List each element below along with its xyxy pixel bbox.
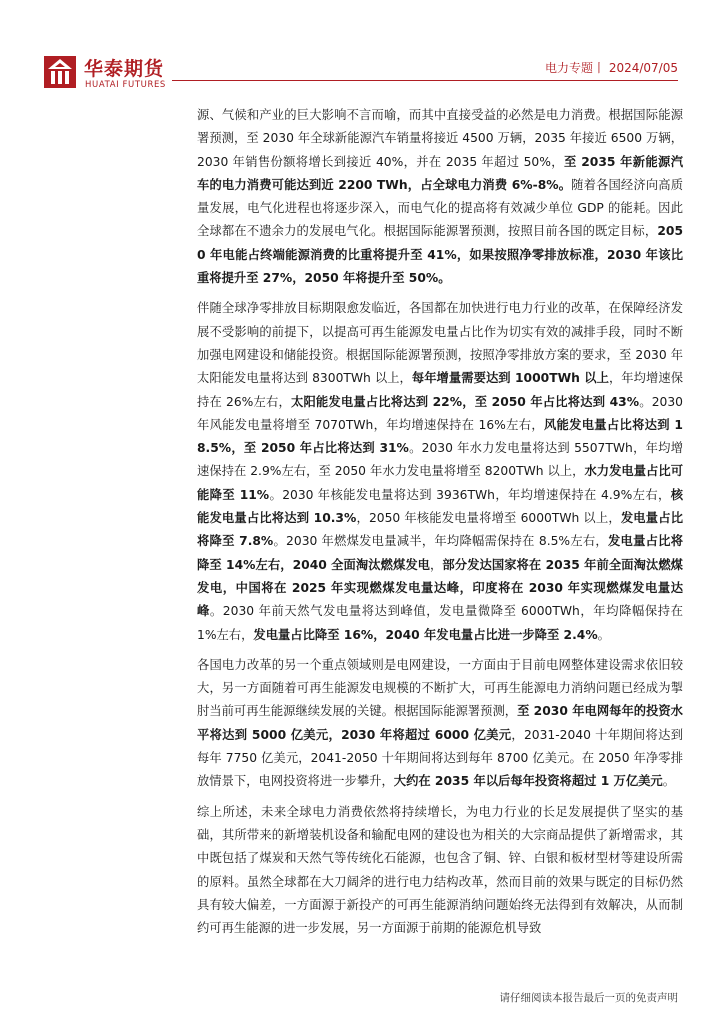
bold-text: 发电量占比将降至 14%左右，2040 全面淘汰燃煤发电: [197, 534, 683, 572]
bold-text: 每年增量需要达到 1000TWh 以上: [411, 371, 609, 386]
bold-text: 水力发电量占比可能降至 11%: [197, 464, 683, 502]
report-topic: 电力专题: [544, 61, 593, 75]
report-body: [197, 104, 683, 947]
body-text: 综上所述，未来全球电力消费依然将持续增长，为电力行业的长足发展提供了坚实的基础，其所带来的新增装机设备和输配电网的建设也为相关的大宗商品提供了新增需求，其中既包括了煤炭和天然气等传统化石能源，也包含了铜、锌、白银和板材型材等建设所需的原料。虽然全球都在大刀阔斧的进行电力结构改革，然而目前的效果与既定的目标仍然具有较大偏差，一方面源于新投产的可再生能源消纳问题始终无法得到有效解决，从而制约可再生能源的进一步发展，另一方面源于前期的能源危机导致: [197, 804, 683, 936]
bold-text: 发电量占比降至 16%，2040 年发电量占比进一步降至 2.4%: [253, 627, 598, 642]
body-text: 。: [597, 627, 610, 642]
body-text: ，2031-2040 十年期间将达到每年 7750 亿美元，2041-2050 十年期间将达到每年 8700 亿美元。在 2050 年净零排放情景下，电网投资将进一步攀升，: [197, 727, 683, 789]
body-text: ，2050 年核能发电量将增至 6000TWh 以上，: [356, 511, 621, 526]
body-text: 。2030 年前天然气发电量将达到峰值，发电量微降至 6000TWh，年均降幅保持在 1%左右，: [197, 604, 683, 642]
bold-text: 太阳能发电量占比将达到 22%，至 2050 年占比将达到 43%: [290, 394, 640, 409]
bold-text: 风能发电量占比将达到 18.5%，至 2050 年占比将达到 31%: [197, 417, 683, 456]
report-date: 2024/07/05: [608, 61, 678, 75]
brand-name-cn: 华泰期货: [84, 58, 165, 80]
body-text: ，: [430, 557, 443, 572]
body-text: 。: [662, 774, 676, 789]
brand-name-en: HUATAI FUTURES: [85, 80, 166, 90]
meta-separator: 丨: [592, 61, 605, 75]
body-text: 。2030 年风能发电量将增至 7070TWh，年均增速保持在 16%左右，: [197, 394, 684, 432]
header-divider: [172, 80, 678, 81]
bold-text: 发电量占比将降至 7.8%: [197, 511, 683, 549]
bold-text: 至 2035 年新能源汽车的电力消费可能达到近 2200 TWh，占全球电力消费 6%-8%。: [197, 154, 683, 192]
body-text: 随着各国经济向高质量发展，电气化进程也将逐步深入，而电气化的提高将有效减少单位 GDP 的能耗。因此全球都在不遗余力的发展电气化。根据国际能源署预测，按照目前各国的既定目标，: [197, 177, 683, 239]
bold-text: 核能发电量占比将达到 10.3%: [197, 487, 683, 526]
bold-text: 2050 年电能占终端能源消费的比重将提升至 41%，如果按照净零排放标准，2030 年该比重将提升至 27%，2050 年将提升至 50%。: [197, 224, 683, 286]
body-text: 。2030 年水力发电量将达到 5507TWh，年均增速保持在 2.9%左右，至 2050 年水力发电量将增至 8200TWh 以上，: [197, 441, 683, 479]
page-header: [0, 0, 724, 95]
bold-text: 至 2030 年电网每年的投资水平将达到 5000 亿美元，2030 年将超过 6000 亿美元: [197, 704, 683, 742]
body-paragraph: [197, 297, 683, 646]
bold-text: 大约在 2035 年以后每年投资将超过 1 万亿美元: [393, 774, 663, 789]
body-paragraph: [197, 104, 683, 290]
body-text: 伴随全球净零排放目标期限愈发临近，各国都在加快进行电力行业的改革，在保障经济发展不受影响的前提下，以提高可再生能源发电量占比作为切实有效的减排手段，同时不断加强电网建设和储能投资。根据国际能源署预测，按照净零排放方案的要求，至 2030 年太阳能发电量将达到 8300TWh 以上，: [197, 301, 683, 386]
body-text: 源、气候和产业的巨大影响不言而喻，而其中直接受益的必然是电力消费。根据国际能源署预测，至 2030 年全球新能源汽车销量将接近 4500 万辆，2035 年接近 6500 万辆，2030 年销售份额将增长到接近 40%，并在 2035 年超过 50%，: [197, 108, 683, 169]
body-text: 。2030 年燃煤发电量减半，年均降幅需保持在 8.5%左右，: [273, 534, 608, 549]
body-paragraph: [197, 801, 683, 941]
body-text: 。2030 年核能发电量将达到 3936TWh，年均增速保持在 4.9%左右，: [269, 487, 671, 502]
huatai-logo-icon: [44, 56, 76, 88]
footer-disclaimer: 请仔细阅读本报告最后一页的免责声明: [499, 992, 678, 1004]
body-paragraph: [197, 654, 683, 794]
body-text: ，年均增速保持在 26%左右，: [197, 371, 683, 409]
bold-text: 部分发达国家将在 2035 年前全面淘汰燃煤发电，中国将在 2025 年实现燃煤发电量达峰，印度将在 2030 年实现燃煤发电量达峰: [197, 557, 683, 619]
report-meta: [545, 59, 678, 76]
body-text: 各国电力改革的另一个重点领域则是电网建设，一方面由于目前电网整体建设需求依旧较大，另一方面随着可再生能源发电规模的不断扩大，可再生能源电力消纳问题已经成为掣肘当前可再生能源继续发展的关键。根据国际能源署预测，: [197, 657, 683, 719]
